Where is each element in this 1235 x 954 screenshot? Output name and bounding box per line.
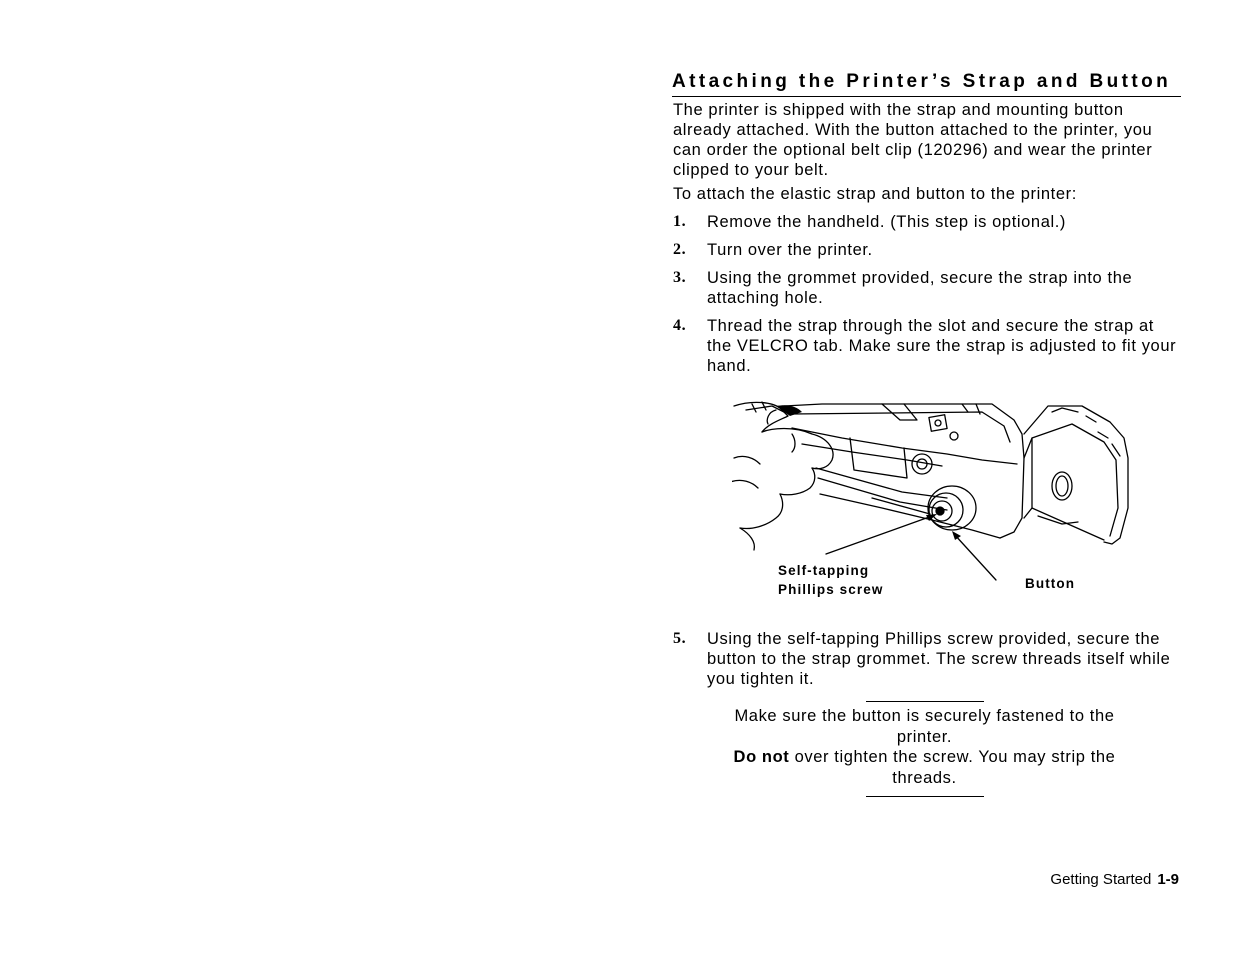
- page-footer: [1050, 871, 1179, 888]
- step-number: 1.: [673, 213, 687, 230]
- step-number: 2.: [673, 241, 687, 258]
- screw-callout-line1: Self-tapping: [778, 563, 870, 578]
- step-text: Turn over the printer.: [707, 241, 873, 259]
- note-line-2-text: over tighten the screw. You may strip the threads.: [789, 748, 1116, 787]
- intro-instruction: To attach the elastic strap and button to the printer:: [673, 185, 1077, 203]
- step-number: 5.: [673, 630, 687, 647]
- note-emphasis: Do not: [733, 748, 790, 766]
- step-text: Thread the strap through the slot and secure the strap at the VELCRO tab. Make sure the strap is adjusted to fit your hand.: [707, 317, 1177, 375]
- step-text: Remove the handheld. (This step is optional.): [707, 213, 1067, 231]
- step-number: 4.: [673, 317, 687, 334]
- screw-callout-line2: Phillips screw: [778, 582, 884, 597]
- footer-page-number: 1-9: [1157, 871, 1179, 888]
- section-heading: Attaching the Printer’s Strap and Button: [672, 70, 1181, 97]
- caution-note: [732, 706, 1117, 788]
- note-line-1: Make sure the button is securely fastened to the printer.: [734, 707, 1115, 746]
- printer-button-illustration: [732, 398, 1152, 608]
- note-top-rule: [866, 701, 984, 702]
- screw-callout: [778, 561, 883, 599]
- footer-section: Getting Started: [1050, 871, 1152, 888]
- step-number: 3.: [673, 269, 687, 286]
- note-bottom-rule: [866, 796, 984, 797]
- note-line-2: [732, 747, 1117, 788]
- intro-paragraph: The printer is shipped with the strap and mounting button already attached. With the button attached to the printer, you can order the optional belt clip (120296) and wear the printer clipped to your belt.: [673, 101, 1153, 179]
- step-text: Using the grommet provided, secure the strap into the attaching hole.: [707, 269, 1133, 307]
- step-text: Using the self-tapping Phillips screw provided, secure the button to the strap grommet. The screw threads itself while you tighten it.: [707, 630, 1171, 688]
- button-callout: Button: [1025, 576, 1076, 591]
